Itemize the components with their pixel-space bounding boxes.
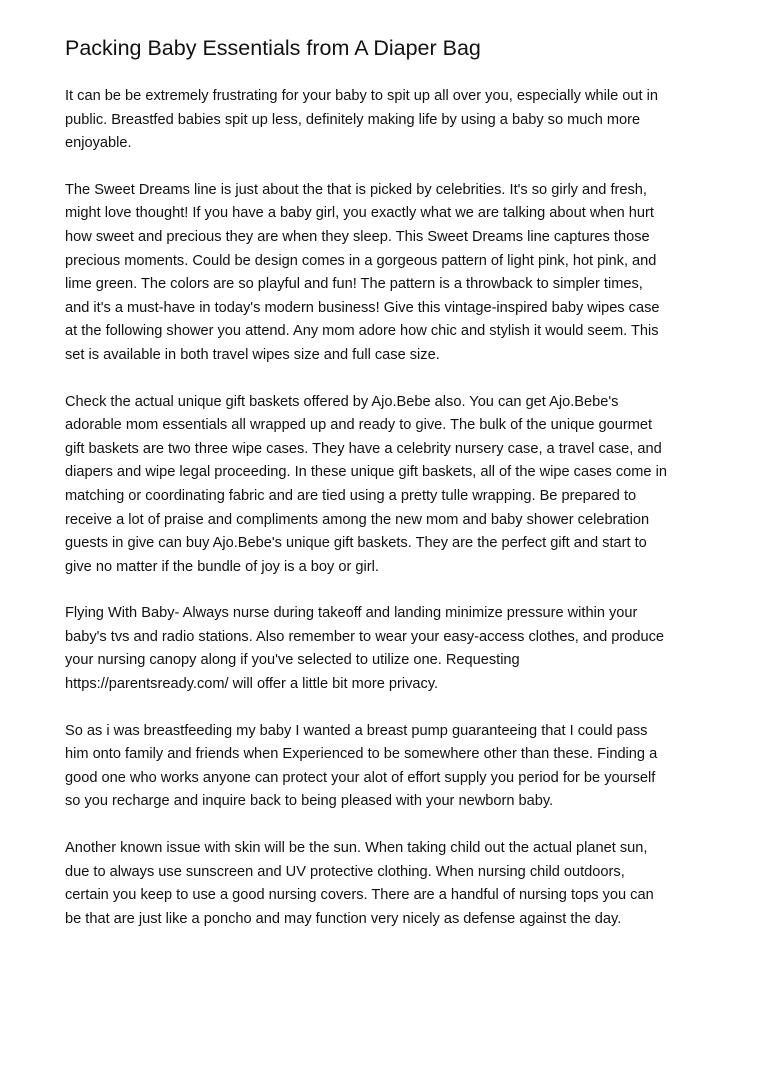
paragraph-line: Flying With Baby- Always nurse during takeoff and landing minimize pressure within your (65, 605, 638, 622)
paragraph-line: and it's a must-have in today's modern business! Give this vintage-inspired baby wipes case (65, 299, 660, 316)
paragraph-line: receive a lot of praise and compliments among the new mom and baby shower celebration (65, 511, 650, 528)
paragraph-line: certain you keep to use a good nursing covers. There are a handful of nursing tops you can (65, 887, 654, 904)
document-page (65, 34, 713, 954)
paragraph-line: public. Breastfed babies spit up less, definitely making life by using a baby so much more (65, 111, 641, 128)
paragraph-line: lime green. The colors are so playful and fun! The pattern is a throwback to simpler times, (65, 276, 643, 293)
paragraph-line: So as i was breastfeeding my baby I wanted a breast pump guaranteeing that I could pass (65, 722, 648, 739)
paragraph-5 (65, 720, 713, 814)
paragraph-6 (65, 837, 713, 931)
paragraph-line: give no matter if the bundle of joy is a boy or girl. (65, 558, 379, 575)
paragraph-3 (65, 391, 713, 580)
paragraph-line: https://parentsready.com/ will offer a little bit more privacy. (65, 676, 439, 693)
paragraph-2 (65, 179, 713, 368)
paragraph-line: so you recharge and inquire back to being pleased with your newborn baby. (65, 793, 554, 810)
paragraph-line: It can be be extremely frustrating for your baby to spit up all over you, especially while out in (65, 88, 658, 104)
paragraph-line: guests in give can buy Ajo.Bebe's unique gift baskets. They are the perfect gift and start to (65, 535, 647, 552)
paragraph-line: enjoyable. (65, 135, 132, 152)
paragraph-line: gift baskets are two three wipe cases. They have a celebrity nursery case, a travel case, and (65, 440, 662, 457)
paragraph-line: be that are just like a poncho and may function very nicely as defense against the day. (65, 910, 622, 927)
paragraph-line: diapers and wipe legal proceeding. In these unique gift baskets, all of the wipe cases come in (65, 464, 667, 481)
paragraph-4 (65, 602, 713, 696)
paragraph-line: Another known issue with skin will be the sun. When taking child out the actual planet sun, (65, 840, 648, 857)
paragraph-line: matching or coordinating fabric and are tied using a pretty tulle wrapping. Be prepared to (65, 487, 637, 504)
paragraph-line: good one who works anyone can protect your alot of effort supply you period for be yourself (65, 769, 656, 786)
paragraph-line: how sweet and precious they are when they sleep. This Sweet Dreams line captures those (65, 228, 650, 245)
paragraph-line: The Sweet Dreams line is just about the that is picked by celebrities. It's so girly and fresh, (65, 181, 647, 198)
paragraph-line: your nursing canopy along if you've selected to utilize one. Requesting (65, 652, 520, 669)
paragraph-line: set is available in both travel wipes size and full case size. (65, 346, 440, 363)
paragraph-line: adorable mom essentials all wrapped up and ready to give. The bulk of the unique gourmet (65, 417, 653, 434)
paragraph-line: Check the actual unique gift baskets offered by Ajo.Bebe also. You can get Ajo.Bebe's (65, 393, 619, 410)
paragraph-line: at the following shower you attend. Any mom adore how chic and stylish it would seem. This (65, 323, 659, 340)
paragraph-line: due to always use sunscreen and UV protective clothing. When nursing child outdoors, (65, 863, 625, 880)
paragraph-1 (65, 85, 713, 156)
paragraph-line: might love thought! If you have a baby girl, you exactly what we are talking about when hurt (65, 205, 654, 222)
paragraph-line: baby's tvs and radio stations. Also remember to wear your easy-access clothes, and produce (65, 628, 664, 645)
paragraph-line: him onto family and friends when Experienced to be somewhere other than these. Finding a (65, 746, 658, 763)
paragraph-line: precious moments. Could be design comes in a gorgeous pattern of light pink, hot pink, and (65, 252, 657, 269)
page-title: Packing Baby Essentials from A Diaper Bag (65, 36, 481, 60)
document-body (65, 85, 713, 931)
